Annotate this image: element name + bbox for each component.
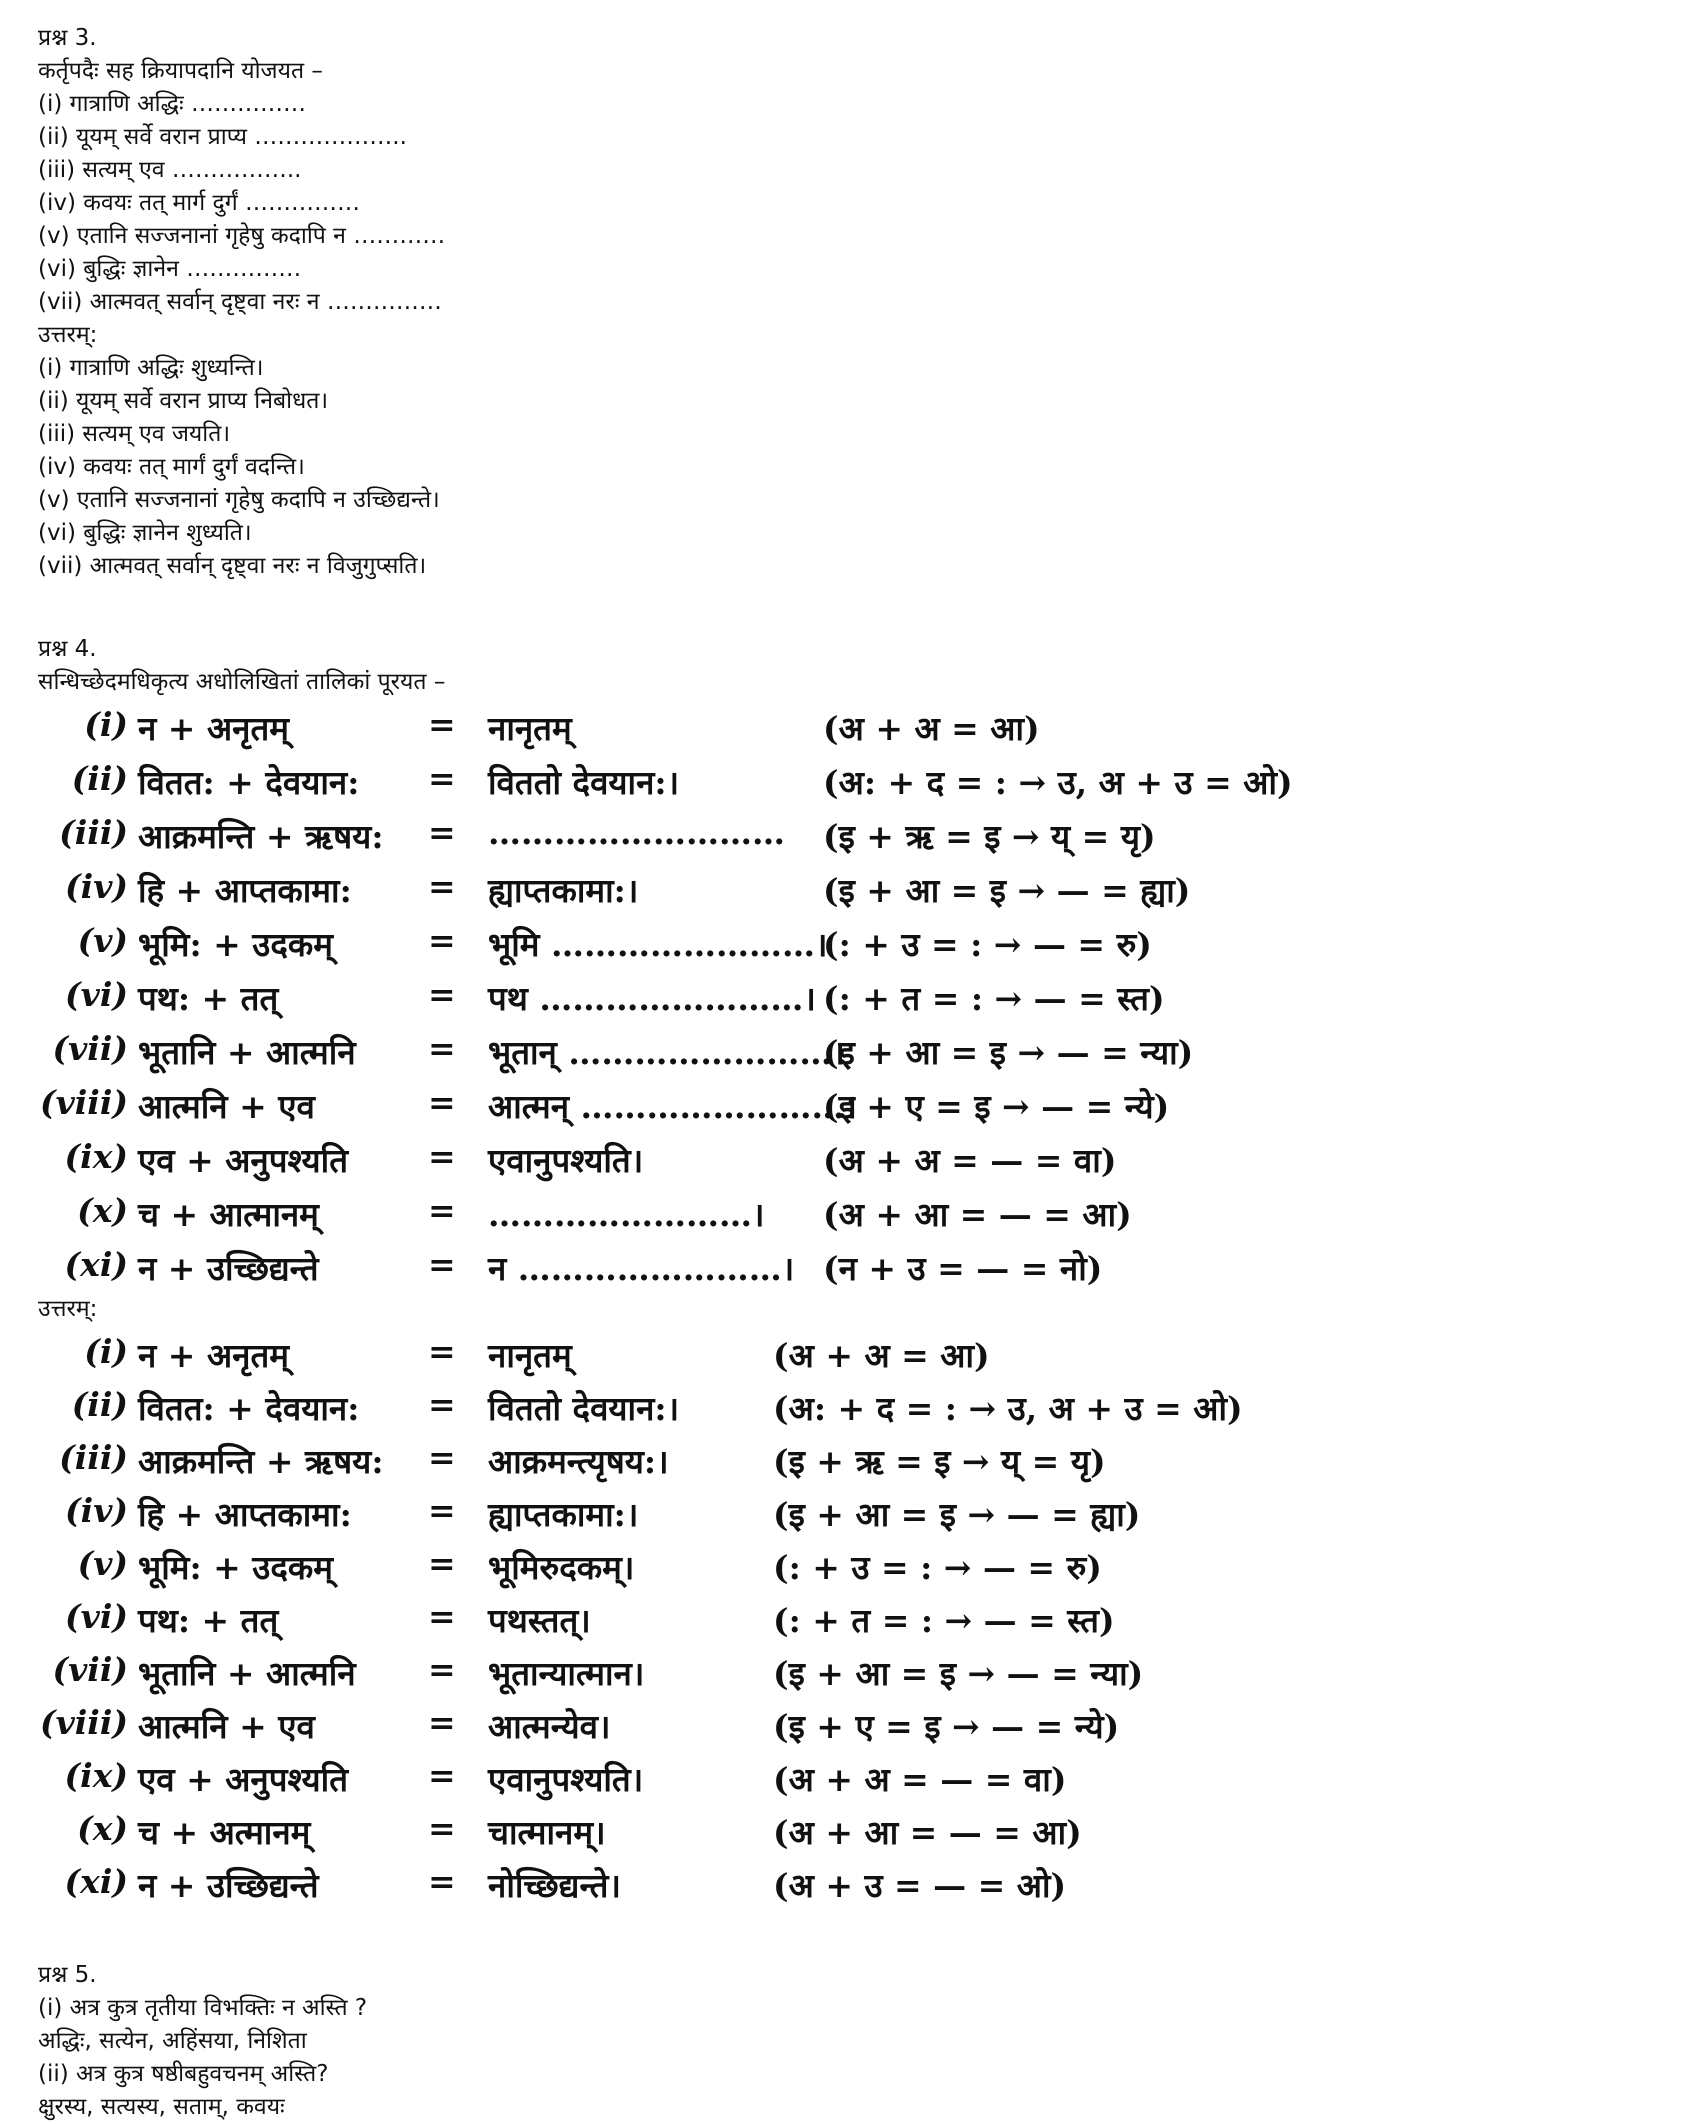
equals-sign: = — [428, 1029, 456, 1068]
row-number: (i) — [84, 1332, 128, 1371]
row-number: (iii) — [59, 813, 128, 852]
equals-sign: = — [428, 1245, 456, 1284]
sandhi-split: आत्मनि + एव — [138, 1707, 315, 1746]
table-row — [38, 1856, 1678, 1909]
q4-question-table — [38, 699, 1678, 1293]
equals-sign: = — [428, 1491, 456, 1530]
q5-line: क्षुरस्य, सत्यस्य, सताम्, कवयः — [38, 2094, 285, 2120]
q3-answer: (vii) आत्मवत् सर्वान् दृष्ट्वा नरः न विजुगुप्सति। — [38, 553, 427, 579]
sandhi-rule: (: + उ = : → — = रु) — [823, 925, 1152, 964]
sandhi-split: न + उच्छिद्यन्ते — [138, 1249, 319, 1288]
sandhi-result: आक्रमन्त्यृषय:। — [488, 1442, 669, 1481]
sandhi-rule: (: + त = : → — = स्त) — [773, 1601, 1115, 1640]
sandhi-rule: (अ + उ = — = ओ) — [773, 1866, 1067, 1905]
q4-heading: प्रश्न 4. — [38, 636, 97, 662]
equals-sign: = — [428, 1137, 456, 1176]
sandhi-rule: (अ + अ = आ) — [823, 709, 1040, 748]
table-row — [38, 1697, 1678, 1750]
sandhi-rule: (इ + ऋ = इ → य् = यृ) — [823, 817, 1156, 856]
table-row — [38, 1185, 1678, 1239]
sandhi-split: भूतानि + आत्मनि — [138, 1654, 356, 1693]
equals-sign: = — [428, 1083, 456, 1122]
q4-answer-heading: उत्तरम्: — [38, 1296, 98, 1322]
row-number: (vii) — [52, 1029, 128, 1068]
q3-answer-heading: उत्तरम्: — [38, 322, 98, 348]
sandhi-rule: (अ + अ = आ) — [773, 1336, 990, 1375]
sandhi-result: ह्याप्तकामा:। — [488, 871, 639, 910]
q3-item: (iv) कवयः तत् मार्ग दुर्गं …………… — [38, 190, 360, 216]
q3-answer: (iii) सत्यम् एव जयति। — [38, 421, 231, 447]
sandhi-result: भूतान् ……………………। — [488, 1033, 845, 1072]
q3-item: (vii) आत्मवत् सर्वान् दृष्ट्वा नरः न …………… — [38, 289, 442, 315]
sandhi-split: आक्रमन्ति + ऋषय: — [138, 1442, 384, 1481]
row-number: (ix) — [64, 1756, 128, 1795]
table-row — [38, 807, 1678, 861]
page-content — [38, 22, 1678, 2124]
row-number: (viii) — [39, 1083, 128, 1122]
sandhi-rule: (इ + ए = इ → — = न्ये) — [773, 1707, 1120, 1746]
q3-item: (ii) यूयम् सर्वे वरान प्राप्य ……………….. — [38, 124, 407, 150]
equals-sign: = — [428, 1332, 456, 1371]
question-3 — [38, 22, 1678, 583]
question-5 — [38, 1959, 1678, 2124]
equals-sign: = — [428, 1597, 456, 1636]
table-row — [38, 1239, 1678, 1293]
sandhi-split: हि + आप्तकामा: — [138, 871, 352, 910]
q3-item: (v) एतानि सज्जनानां गृहेषु कदापि न ………… — [38, 223, 446, 249]
row-number: (ii) — [71, 759, 128, 798]
row-number: (xi) — [64, 1245, 128, 1284]
q4-instruction: सन्धिच्छेदमधिकृत्य अधोलिखितां तालिकां पूरयत – — [38, 669, 446, 695]
row-number: (ii) — [71, 1385, 128, 1424]
q3-instruction: कर्तृपदैः सह क्रियापदानि योजयत – — [38, 58, 323, 84]
equals-sign: = — [428, 1191, 456, 1230]
sandhi-split: च + अत्मानम् — [138, 1813, 311, 1852]
q5-line: अद्धिः, सत्येन, अहिंसया, निशिता — [38, 2028, 307, 2054]
equals-sign: = — [428, 1703, 456, 1742]
sandhi-rule: (अ: + द = : → उ, अ + उ = ओ) — [823, 763, 1293, 802]
row-number: (ix) — [64, 1137, 128, 1176]
table-row — [38, 1326, 1678, 1379]
row-number: (vi) — [65, 975, 128, 1014]
sandhi-split: एव + अनुपश्यति — [138, 1141, 349, 1180]
equals-sign: = — [428, 705, 456, 744]
table-row — [38, 1538, 1678, 1591]
sandhi-rule: (इ + आ = इ → — = न्या) — [773, 1654, 1144, 1693]
sandhi-result: पथ ……………………। — [488, 979, 816, 1018]
sandhi-result: नानृतम् — [488, 1336, 572, 1375]
q3-answer: (v) एतानि सज्जनानां गृहेषु कदापि न उच्छिद्यन्ते। — [38, 487, 440, 513]
sandhi-split: भूमि: + उदकम् — [138, 925, 333, 964]
row-number: (viii) — [39, 1703, 128, 1742]
sandhi-rule: (इ + आ = इ → — = ह्या) — [773, 1495, 1141, 1534]
sandhi-rule: (अ + अ = — = वा) — [773, 1760, 1067, 1799]
q3-heading: प्रश्न 3. — [38, 25, 97, 51]
sandhi-rule: (इ + आ = इ → — = ह्या) — [823, 871, 1191, 910]
sandhi-split: पथ: + तत् — [138, 979, 279, 1018]
row-number: (iv) — [65, 867, 128, 906]
table-row — [38, 1023, 1678, 1077]
q3-item: (iii) सत्यम् एव …………….. — [38, 157, 302, 183]
q5-line: (i) अत्र कुत्र तृतीया विभक्तिः न अस्ति ? — [38, 1995, 368, 2021]
sandhi-split: आक्रमन्ति + ऋषय: — [138, 817, 384, 856]
table-row — [38, 1803, 1678, 1856]
table-row — [38, 1485, 1678, 1538]
equals-sign: = — [428, 1650, 456, 1689]
table-row — [38, 1750, 1678, 1803]
table-row — [38, 1077, 1678, 1131]
sandhi-split: एव + अनुपश्यति — [138, 1760, 349, 1799]
q5-line: (ii) अत्र कुत्र षष्ठीबहुवचनम् अस्ति? — [38, 2061, 329, 2087]
equals-sign: = — [428, 1438, 456, 1477]
sandhi-rule: (अ + आ = — = आ) — [823, 1195, 1132, 1234]
sandhi-rule: (अ + आ = — = आ) — [773, 1813, 1082, 1852]
sandhi-result: ……………………। — [488, 1195, 765, 1234]
table-row — [38, 915, 1678, 969]
table-row — [38, 1379, 1678, 1432]
sandhi-result: ……………………… — [488, 813, 785, 852]
row-number: (v) — [77, 921, 128, 960]
equals-sign: = — [428, 1544, 456, 1583]
row-number: (vii) — [52, 1650, 128, 1689]
equals-sign: = — [428, 867, 456, 906]
sandhi-rule: (इ + ए = इ → — = न्ये) — [823, 1087, 1170, 1126]
q3-answer: (i) गात्राणि अद्धिः शुध्यन्ति। — [38, 355, 264, 381]
row-number: (i) — [84, 705, 128, 744]
sandhi-split: वितत: + देवयान: — [138, 763, 360, 802]
sandhi-result: भूतान्यात्मान। — [488, 1654, 645, 1693]
sandhi-rule: (: + त = : → — = स्त) — [823, 979, 1165, 1018]
table-row — [38, 969, 1678, 1023]
equals-sign: = — [428, 759, 456, 798]
sandhi-rule: (इ + ऋ = इ → य् = यृ) — [773, 1442, 1106, 1481]
q3-answer: (vi) बुद्धिः ज्ञानेन शुध्यति। — [38, 520, 252, 546]
sandhi-rule: (अ + अ = — = वा) — [823, 1141, 1117, 1180]
sandhi-result: पथस्तत्। — [488, 1601, 591, 1640]
sandhi-result: विततो देवयान:। — [488, 763, 680, 802]
sandhi-result: न ……………………। — [488, 1249, 795, 1288]
equals-sign: = — [428, 1385, 456, 1424]
equals-sign: = — [428, 975, 456, 1014]
sandhi-result: आत्मन्येव। — [488, 1707, 611, 1746]
sandhi-result: विततो देवयान:। — [488, 1389, 680, 1428]
sandhi-split: आत्मनि + एव — [138, 1087, 315, 1126]
table-row — [38, 699, 1678, 753]
table-row — [38, 861, 1678, 915]
row-number: (v) — [77, 1544, 128, 1583]
row-number: (iii) — [59, 1438, 128, 1477]
sandhi-result: नोच्छिद्यन्ते। — [488, 1866, 621, 1905]
sandhi-split: पथ: + तत् — [138, 1601, 279, 1640]
question-4 — [38, 633, 1678, 1909]
sandhi-result: ह्याप्तकामा:। — [488, 1495, 639, 1534]
row-number: (xi) — [64, 1862, 128, 1901]
table-row — [38, 1131, 1678, 1185]
sandhi-result: नानृतम् — [488, 709, 572, 748]
equals-sign: = — [428, 813, 456, 852]
sandhi-rule: (अ: + द = : → उ, अ + उ = ओ) — [773, 1389, 1243, 1428]
q5-heading: प्रश्न 5. — [38, 1962, 97, 1988]
equals-sign: = — [428, 1862, 456, 1901]
sandhi-split: वितत: + देवयान: — [138, 1389, 360, 1428]
q4-answer-table — [38, 1326, 1678, 1909]
sandhi-split: च + आत्मानम् — [138, 1195, 319, 1234]
sandhi-rule: (न + उ = — = नो) — [823, 1249, 1103, 1288]
sandhi-result: एवानुपश्यति। — [488, 1760, 644, 1799]
sandhi-split: भूमि: + उदकम् — [138, 1548, 333, 1587]
sandhi-rule: (: + उ = : → — = रु) — [773, 1548, 1102, 1587]
equals-sign: = — [428, 1809, 456, 1848]
equals-sign: = — [428, 1756, 456, 1795]
row-number: (x) — [77, 1191, 128, 1230]
row-number: (x) — [77, 1809, 128, 1848]
sandhi-split: न + उच्छिद्यन्ते — [138, 1866, 319, 1905]
q3-item: (i) गात्राणि अद्धिः …………… — [38, 91, 306, 117]
sandhi-split: न + अनृतम् — [138, 709, 290, 748]
sandhi-split: न + अनृतम् — [138, 1336, 290, 1375]
table-row — [38, 1644, 1678, 1697]
equals-sign: = — [428, 921, 456, 960]
table-row — [38, 1432, 1678, 1485]
sandhi-result: आत्मन् ……………………। — [488, 1087, 858, 1126]
row-number: (vi) — [65, 1597, 128, 1636]
sandhi-split: हि + आप्तकामा: — [138, 1495, 352, 1534]
row-number: (iv) — [65, 1491, 128, 1530]
q3-item: (vi) बुद्धिः ज्ञानेन …………… — [38, 256, 302, 282]
sandhi-split: भूतानि + आत्मनि — [138, 1033, 356, 1072]
table-row — [38, 753, 1678, 807]
sandhi-result: भूमिरुदकम्। — [488, 1548, 635, 1587]
sandhi-result: एवानुपश्यति। — [488, 1141, 644, 1180]
sandhi-result: चात्मानम्। — [488, 1813, 606, 1852]
q3-answer: (ii) यूयम् सर्वे वरान प्राप्य निबोधत। — [38, 388, 329, 414]
sandhi-rule: (इ + आ = इ → — = न्या) — [823, 1033, 1194, 1072]
q3-answer: (iv) कवयः तत् मार्गं दुर्गं वदन्ति। — [38, 454, 305, 480]
sandhi-result: भूमि ……………………। — [488, 925, 828, 964]
table-row — [38, 1591, 1678, 1644]
